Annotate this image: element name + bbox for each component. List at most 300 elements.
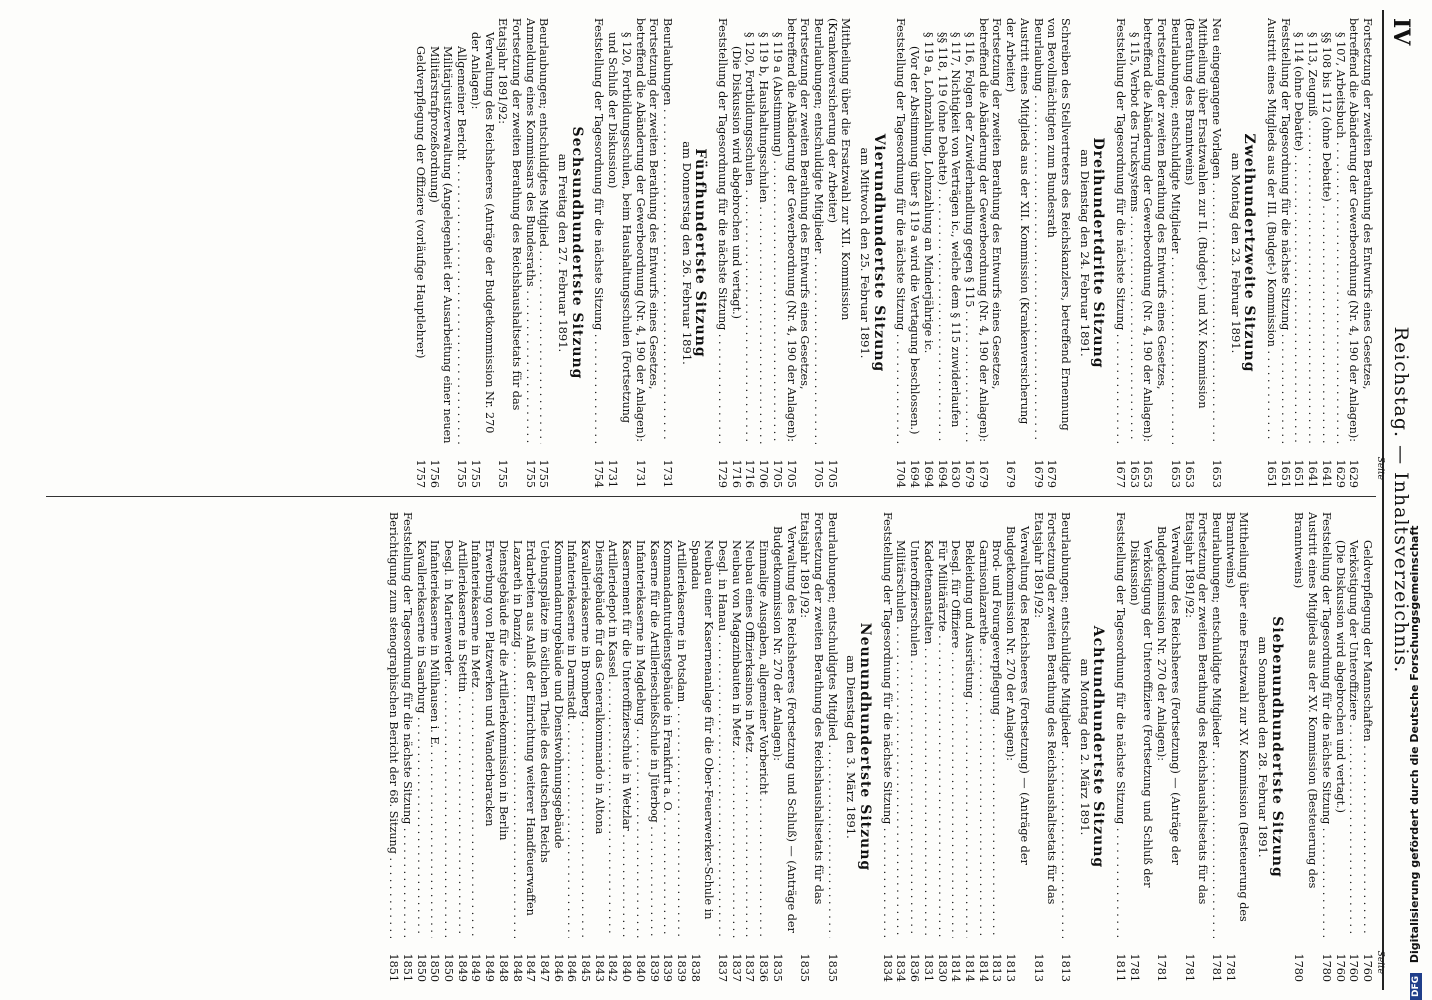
- session-date: am Sonnabend den 28. Februar 1891.: [1256, 636, 1271, 858]
- entry-page-number: 1780: [1319, 953, 1333, 982]
- entry-text: Kommandanturdienstgebäude in Frankfurt a. O. . . .: [661, 512, 675, 938]
- entry-page-number: 1651: [1265, 459, 1279, 488]
- entry-page-number: 1754: [592, 459, 606, 488]
- entry-page-number: 1755: [468, 459, 482, 488]
- toc-entry: [949, 512, 963, 982]
- entry-text: Erwerbung von Platzwerken und Wanderbaracken: [483, 540, 497, 827]
- entry-text: § 117, Nichtigkeit von Verträgen ic., welche dem § 115 zuwiderlaufen: [949, 32, 963, 428]
- toc-entry: [1347, 512, 1361, 982]
- entry-page-number: 1845: [579, 953, 593, 982]
- entry-page-number: 1716: [743, 459, 757, 488]
- entry-text: Kommandanturgebäude und Dienstwohnungsgebäude: [551, 540, 565, 849]
- toc-entry: [1333, 18, 1347, 488]
- entry-text: Feststellung der Tagesordnung für die nächste Sitzung . . .: [592, 18, 606, 444]
- toc-entry: [729, 18, 743, 488]
- entry-text: Für Militärärzte . . .: [935, 512, 949, 938]
- toc-entry: [537, 18, 551, 488]
- session-heading: Achtundhundertste Sitzung: [1090, 625, 1107, 869]
- entry-text: Lazareth in Danzig . . .: [510, 512, 524, 938]
- entry-page-number: 1813: [1031, 953, 1045, 982]
- entry-page-number: 1837: [729, 953, 743, 982]
- entry-page-number: 1838: [688, 953, 702, 982]
- toc-entry: [798, 512, 825, 982]
- toc-entry: [592, 512, 606, 982]
- entry-page-number: 1813: [990, 953, 1004, 982]
- page-number: IV: [1388, 18, 1414, 46]
- toc-entry: [1209, 18, 1223, 488]
- entry-page-number: 1760: [1361, 953, 1374, 982]
- toc-entry: [1168, 18, 1182, 488]
- entry-page-number: 1679: [963, 459, 977, 488]
- toc-entry: [606, 512, 620, 982]
- toc-entry: [1333, 512, 1347, 982]
- entry-page-number: 1679: [976, 459, 990, 488]
- toc-entry: [935, 512, 949, 982]
- toc-entry: [756, 512, 770, 982]
- entry-text: §§ 118, 119 (ohne Debatte) . . .: [935, 18, 949, 444]
- entry-text: Neubau eines Offizierkasinos in Metz . . .: [743, 512, 757, 938]
- entry-text: Beurlaubungen; entschuldigte Mitglieder . . .: [811, 18, 825, 444]
- toc-entry: [510, 512, 524, 982]
- entry-text: Austritt eines Mitglieds aus der XV. Kommission (Besteuerung des Branntweins): [1292, 512, 1320, 889]
- entry-page-number: 1781: [1223, 953, 1237, 982]
- toc-entry: [1113, 512, 1127, 982]
- entry-text: Feststellung der Tagesordnung für die nächste Sitzung . . .: [894, 18, 908, 444]
- entry-text: Beurlaubungen; entschuldigtes Mitglied . . .: [537, 18, 551, 444]
- entry-page-number: 1781: [1127, 953, 1141, 982]
- entry-page-number: 1756: [427, 459, 441, 488]
- entry-text: Fortsetzung der zweiten Berathung des Reichshaushaltsetats für das Etatsjahr 1891/92:: [1182, 512, 1210, 905]
- toc-entry: [661, 512, 675, 982]
- toc-entry: [1360, 512, 1374, 982]
- credit-text: Digitalisierung gefördert durch die Deutsche Forschungsgemeinschaft: [1408, 525, 1421, 964]
- entry-text: Uebungsplätze im östlichen Theile des deutschen Reichs: [537, 540, 551, 863]
- entry-page-number: 1755: [455, 459, 469, 488]
- toc-entry: [386, 512, 400, 982]
- entry-text: Anmeldung eines Kommissars des Bundesraths . . .: [523, 18, 537, 444]
- toc-entry: [1292, 18, 1306, 488]
- entry-text: Garnisonlazarethe . . .: [976, 512, 990, 938]
- entry-text: Militärjustizverwaltung (Angelegenheit der Ausarbeitung einer neuen Militärstrafprozeßordnung): [427, 46, 455, 444]
- entry-text: Kavalleriekaserne in Bromberg . . .: [578, 512, 592, 938]
- toc-entry: [1319, 512, 1333, 982]
- rotated-sheet: [32, 0, 1432, 1000]
- entry-text: Kaserne für die Artillerieschießschule in Jüterbog . . .: [647, 512, 661, 938]
- toc-entry: [1127, 512, 1154, 982]
- entry-text: Einmalige Ausgaben, allgemeiner Vorbericht . . .: [756, 512, 770, 938]
- entry-text: Beurlaubungen; entschuldigtes Mitglied . . .: [825, 512, 839, 938]
- toc-entry: [523, 18, 537, 488]
- toc-entry: [524, 512, 538, 982]
- toc-entry: [1127, 18, 1141, 488]
- entry-page-number: 1834: [880, 953, 894, 982]
- entry-page-number: 1716: [729, 459, 743, 488]
- toc-entry: [921, 512, 935, 982]
- entry-text: Militärschulen . . .: [894, 512, 908, 938]
- entry-text: (Vor der Abstimmung über § 119 a wird die Vertagung beschlossen.): [908, 46, 922, 435]
- entry-page-number: 1834: [894, 953, 908, 982]
- entry-page-number: 1694: [921, 459, 935, 488]
- toc-entry: [811, 18, 825, 488]
- entry-text: Feststellung der Tagesordnung für die nächste Sitzung . . .: [1278, 18, 1292, 444]
- entry-text: Verwaltung des Reichsheeres (Fortsetzung und Schluß) — (Anträge der Budgetkommission Nr. 270 der Anlagen):: [770, 526, 798, 933]
- entry-page-number: 1630: [949, 459, 963, 488]
- entry-text: Kadettenanstalten . . .: [921, 512, 935, 938]
- toc-entry: [441, 512, 455, 982]
- toc-entry: [743, 512, 757, 982]
- entry-text: (Die Diskussion wird abgebrochen und vertagt.): [729, 46, 743, 320]
- entry-text: Berichtigung zum stenographischen Bericht der 68. Sitzung . . .: [386, 512, 400, 938]
- entry-page-number: 1830: [935, 953, 949, 982]
- entry-page-number: 1813: [1004, 953, 1018, 982]
- toc-entry: [825, 512, 839, 982]
- entry-text: Desgl. in Marienwerder . . .: [441, 512, 455, 938]
- toc-entry: [784, 18, 811, 488]
- entry-page-number: 1835: [798, 953, 812, 982]
- session-heading: Sechsundhundertste Sitzung: [568, 126, 585, 380]
- toc-entry: [1003, 512, 1030, 982]
- entry-text: § 119 b, Haushaltungsschulen . . .: [756, 18, 770, 444]
- entry-text: § 119 a, Lohnzahlung, Lohnzahlung an Minderjährige ic.: [921, 32, 935, 354]
- entry-text: § 115, Verbot des Trucksystems . . .: [1127, 18, 1141, 444]
- toc-entry: [976, 18, 1003, 488]
- entry-page-number: 1846: [565, 953, 579, 982]
- entry-page-number: 1850: [442, 953, 455, 982]
- entry-text: Fortsetzung der zweiten Berathung des Entwurfs eines Gesetzes, betreffend die Abänderung der Gewerbeordnung (Nr. 4, 190 der Anlagen):: [633, 18, 661, 443]
- entry-text: Unteroffizierschulen . . .: [908, 512, 922, 938]
- toc-entry: [1031, 18, 1045, 488]
- session-date: am Freitag den 27. Februar 1891.: [556, 153, 571, 353]
- entry-page-number: 1837: [743, 953, 757, 982]
- toc-entry: [1113, 18, 1127, 488]
- entry-page-number: 1835: [825, 953, 839, 982]
- column-divider: [46, 496, 1376, 497]
- toc-entry: [1264, 18, 1278, 488]
- toc-entry: [990, 512, 1004, 982]
- session-date: am Dienstag den 3. März 1891.: [844, 655, 859, 839]
- entry-text: Verköstigung der Unteroffiziere . . .: [1347, 512, 1361, 938]
- entry-text: Neubau von Magazinbauten in Metz . . .: [729, 512, 743, 938]
- toc-entry: [496, 512, 510, 982]
- entry-page-number: 1653: [1141, 459, 1155, 488]
- entry-text: Dienstgebäude für die Artilleriekommission in Berlin: [496, 540, 510, 841]
- toc-entry: [578, 512, 592, 982]
- toc-entry: [825, 18, 852, 488]
- entry-text: Fortsetzung der zweiten Berathung des Reichshaushaltsetats für das Etatsjahr 1891/92:: [1031, 512, 1059, 905]
- entry-page-number: 1731: [606, 459, 620, 488]
- toc-entry: [469, 512, 483, 982]
- entry-text: Brod- und Fourageverpflegung . . .: [990, 512, 1004, 938]
- entry-page-number: 1831: [921, 953, 935, 982]
- entry-page-number: 1679: [1031, 459, 1045, 488]
- toc-entry: [908, 18, 922, 488]
- digitization-credit: [1408, 10, 1426, 1000]
- entry-page-number: 1781: [1155, 953, 1169, 982]
- toc-entry: [1031, 512, 1058, 982]
- entry-text: Fortsetzung der zweiten Berathung des Entwurfs eines Gesetzes, betreffend die Abänderung der Gewerbeordnung (Nr. 4, 190 der Anlagen):: [976, 18, 1004, 443]
- toc-entry: [962, 512, 976, 982]
- toc-entry: [1154, 512, 1181, 982]
- entry-page-number: 1780: [1292, 953, 1306, 982]
- entry-page-number: 1629: [1347, 459, 1361, 488]
- entry-text: Mittheilung über Ersatzwahlen zur II. (Budget-) und XV. Kommission (Berathung des Branntweins): [1182, 18, 1210, 409]
- toc-entry: [743, 18, 757, 488]
- entry-page-number: 1653: [1209, 459, 1223, 488]
- toc-entry: [1209, 512, 1223, 982]
- entry-text: Infanteriekaserne in Metz . . .: [469, 512, 483, 938]
- entry-text: Desgl. für Offiziere . . .: [949, 512, 963, 938]
- toc-entry: [427, 18, 454, 488]
- session-date: am Montag den 23. Februar 1891.: [1228, 152, 1243, 354]
- entry-text: Verköstigung der Unteroffiziere (Fortsetzung und Schluß der Diskussion): [1127, 540, 1155, 888]
- toc-entry: [1347, 18, 1374, 488]
- entry-text: § 107, Arbeitsbuch . . .: [1333, 18, 1347, 444]
- entry-page-number: 1679: [1045, 459, 1059, 488]
- running-title: Reichstag. — Inhaltsverzeichnis.: [1390, 326, 1412, 674]
- entry-text: Feststellung der Tagesordnung für die nächste Sitzung . . .: [400, 512, 414, 938]
- entry-text: Mittheilung über die Ersatzwahl zur XII. Kommission (Krankenversicherung der Arbeiter): [825, 18, 853, 321]
- entry-text: Schreiben des Stellvertreters des Reichskanzlers, betreffend Ernennung von Bevollmächtigten zum Bundesrath: [1045, 18, 1072, 431]
- entry-text: Fortsetzung der zweiten Berathung des Entwurfs eines Gesetzes, betreffend die Abänderung der Gewerbeordnung (Nr. 4, 190 der Anlagen):: [1141, 18, 1169, 443]
- seite-label-left: Seite: [1375, 456, 1385, 480]
- session-date: am Mittwoch den 25. Februar 1891.: [858, 147, 873, 359]
- entry-text: Kasernement für die Unteroffizierschule in Wetzlar . . .: [619, 512, 633, 938]
- entry-text: Mittheilung über eine Ersatzwahl zur XV. Kommission (Besteuerung des Branntweins): [1223, 512, 1251, 922]
- entry-text: Artilleriekaserne in Stettin . . .: [455, 512, 469, 938]
- entry-text: Dienstgebäude für das Generalkommando in Altona: [592, 540, 606, 835]
- toc-entry: [935, 18, 949, 488]
- toc-entry: [1223, 512, 1250, 982]
- entry-page-number: 1694: [908, 459, 922, 488]
- session-heading: Dreihundertdritte Sitzung: [1090, 137, 1107, 369]
- entry-page-number: 1843: [592, 953, 606, 982]
- toc-entry: [976, 512, 990, 982]
- entry-page-number: 1848: [496, 953, 510, 982]
- entry-text: Austritt eines Mitglieds aus der III. (Budget-) Kommission . . .: [1264, 18, 1278, 444]
- entry-text: Beurlaubung . . .: [1031, 18, 1045, 444]
- entry-text: Fortsetzung der zweiten Berathung des Reichshaushaltsetats für das Etatsjahr 1891/92:: [496, 18, 523, 411]
- entry-page-number: 1848: [510, 953, 524, 982]
- toc-entry: [400, 512, 414, 982]
- toc-entry: [1182, 18, 1209, 488]
- entry-page-number: 1755: [537, 459, 551, 488]
- toc-entry: [413, 18, 427, 488]
- entry-page-number: 1851: [400, 953, 414, 982]
- toc-entry: [756, 18, 770, 488]
- entry-text: Verwaltung des Reichsheeres (Fortsetzung) — (Anträge der Budgetkommission Nr. 270 der Anlagen):: [1004, 526, 1031, 865]
- entry-text: Beurlaubungen . . .: [660, 18, 674, 444]
- entry-page-number: 1814: [976, 953, 990, 982]
- entry-text: Neubau einer Kasernenanlage für die Ober-Feuerwerker-Schule in Spandau: [688, 540, 716, 920]
- entry-text: § 120, Fortbildungsschulen, beim Haushaltungsschulen (Fortsetzung und Schluß der Diskussion): [606, 32, 633, 424]
- toc-entry: [605, 18, 632, 488]
- toc-entry: [660, 18, 674, 488]
- toc-entry: [454, 18, 468, 488]
- session-heading: Vierundhundertste Sitzung: [870, 133, 887, 373]
- entry-page-number: 1811: [1114, 953, 1128, 982]
- entry-page-number: 1757: [414, 459, 427, 488]
- toc-entry: [482, 512, 496, 982]
- session-heading: Zweihundertzweite Sitzung: [1241, 133, 1258, 373]
- toc-entry: [1058, 512, 1072, 982]
- entry-text: Beurlaubungen; entschuldigte Mitglieder . . .: [1058, 512, 1072, 938]
- left-column: [413, 18, 1385, 488]
- entry-page-number: 1641: [1319, 459, 1333, 488]
- entry-text: § 116, Folgen der Zuwiderhandlung gegen § 115 . . .: [962, 18, 976, 444]
- toc-entry: [1045, 18, 1072, 488]
- entry-page-number: 1837: [716, 953, 730, 982]
- seite-label-right: Seite: [1375, 950, 1385, 974]
- session-heading: Siebenundhundertste Sitzung: [1268, 616, 1285, 878]
- entry-page-number: 1850: [428, 953, 442, 982]
- toc-entry: [592, 18, 606, 488]
- entry-text: § 119 a (Abstimmung) . . .: [770, 18, 784, 444]
- toc-entry: [674, 512, 688, 982]
- entry-page-number: 1677: [1114, 459, 1128, 488]
- entry-page-number: 1842: [606, 953, 620, 982]
- toc-entry: [880, 512, 894, 982]
- toc-entry: [688, 512, 715, 982]
- entry-text: Desgl. in Hanau . . .: [715, 512, 729, 938]
- toc-entry: [496, 18, 523, 488]
- entry-text: § 114 (ohne Debatte) . . .: [1292, 18, 1306, 444]
- entry-page-number: 1704: [894, 459, 908, 488]
- entry-page-number: 1679: [1004, 459, 1018, 488]
- toc-entry: [715, 512, 729, 982]
- toc-entry: [921, 18, 935, 488]
- toc-entry: [1141, 18, 1168, 488]
- entry-text: Feststellung der Tagesordnung für die nächste Sitzung . . .: [1319, 512, 1333, 938]
- entry-page-number: 1813: [1058, 953, 1072, 982]
- entry-page-number: 1653: [1127, 459, 1141, 488]
- entry-page-number: 1849: [469, 953, 483, 982]
- entry-page-number: 1731: [633, 459, 647, 488]
- session-heading: Neunundhundertste Sitzung: [857, 622, 874, 872]
- header-rule: [1382, 10, 1384, 990]
- entry-page-number: 1694: [935, 459, 949, 488]
- entry-page-number: 1729: [716, 459, 730, 488]
- entry-text: Allgemeiner Bericht . . .: [454, 18, 468, 444]
- entry-text: Artilleriekaserne in Potsdam . . .: [674, 512, 688, 938]
- toc-entry: [1292, 512, 1319, 982]
- entry-text: Fortsetzung der zweiten Berathung des Reichshaushaltsetats für das Etatsjahr 1891/92:: [798, 512, 825, 905]
- toc-entry: [565, 512, 579, 982]
- entry-text: § 120, Fortbildungsschulen . . .: [743, 18, 757, 444]
- toc-entry: [633, 18, 660, 488]
- toc-entry: [455, 512, 469, 982]
- entry-page-number: 1731: [660, 459, 674, 488]
- dfg-logo: DFG: [1410, 973, 1422, 1000]
- session-date: am Donnerstag den 26. Februar 1891.: [679, 141, 694, 365]
- entry-page-number: 1840: [620, 953, 634, 982]
- entry-page-number: 1705: [784, 459, 798, 488]
- entry-text: Bekleidung und Ausrüstung . . .: [962, 512, 976, 938]
- toc-entry: [1305, 18, 1319, 488]
- entry-text: Feststellung der Tagesordnung für die nächste Sitzung . . .: [1113, 512, 1127, 938]
- entry-page-number: 1705: [770, 459, 784, 488]
- entry-page-number: 1641: [1306, 459, 1320, 488]
- entry-page-number: 1839: [674, 953, 688, 982]
- entry-text: Verwaltung des Reichsheeres (Anträge der Budgetkommission Nr. 270 der Anlagen):: [468, 32, 496, 434]
- entry-page-number: 1846: [551, 953, 565, 982]
- entry-page-number: 1840: [633, 953, 647, 982]
- entry-text: Infanteriekaserne in Magdeburg . . .: [633, 512, 647, 938]
- session-date: am Montag den 2. März 1891.: [1077, 658, 1092, 836]
- toc-entry: [647, 512, 661, 982]
- entry-page-number: 1814: [963, 953, 977, 982]
- entry-page-number: 1814: [949, 953, 963, 982]
- entry-page-number: 1849: [455, 953, 469, 982]
- toc-entry: [1278, 18, 1292, 488]
- toc-entry: [551, 512, 565, 982]
- right-column: [386, 512, 1385, 982]
- entry-page-number: 1781: [1209, 953, 1223, 982]
- entry-text: §§ 108 bis 112 (ohne Debatte) . . .: [1319, 18, 1333, 444]
- toc-entry: [633, 512, 647, 982]
- entry-page-number: 1851: [387, 953, 401, 982]
- toc-entry: [428, 512, 442, 982]
- entry-page-number: 1849: [483, 953, 497, 982]
- entry-page-number: 1651: [1292, 459, 1306, 488]
- entry-page-number: 1836: [757, 953, 771, 982]
- entry-text: Feststellung der Tagesordnung für die nächste Sitzung . . .: [880, 512, 894, 938]
- entry-page-number: 1835: [770, 953, 784, 982]
- toc-entry: [962, 18, 976, 488]
- entry-text: Beurlaubungen; entschuldigte Mitglieder . . .: [1209, 512, 1223, 938]
- entry-text: Fortsetzung der zweiten Berathung des Entwurfs eines Gesetzes, betreffend die Abänderung der Gewerbeordnung (Nr. 4, 190 der Anlagen):: [784, 18, 812, 443]
- entry-text: Beurlaubungen; entschuldigte Mitglieder . . .: [1168, 18, 1182, 444]
- entry-page-number: 1629: [1333, 459, 1347, 488]
- entry-page-number: 1781: [1182, 953, 1196, 982]
- toc-entry: [1319, 18, 1333, 488]
- entry-page-number: 1760: [1347, 953, 1361, 982]
- toc-entry: [468, 18, 495, 488]
- entry-text: Artilleriedepot in Kassel . . .: [606, 512, 620, 938]
- entry-page-number: 1847: [537, 953, 551, 982]
- entry-text: Infanteriekaserne in Darmstadt . . .: [565, 512, 579, 938]
- toc-entry: [729, 512, 743, 982]
- toc-entry: [1003, 18, 1030, 488]
- entry-text: Austritt eines Mitglieds aus der XII. Kommission (Krankenversicherung der Arbeiter): [1004, 18, 1031, 425]
- toc-entry: [619, 512, 633, 982]
- entry-page-number: 1839: [661, 953, 675, 982]
- entry-page-number: 1705: [825, 459, 839, 488]
- entry-page-number: 1839: [647, 953, 661, 982]
- entry-page-number: 1850: [414, 953, 428, 982]
- entry-text: Feststellung der Tagesordnung für die nächste Sitzung . . .: [1113, 18, 1127, 444]
- entry-text: (Die Diskussion wird abgebrochen und vertagt.): [1333, 540, 1347, 814]
- entry-text: Geldverpflegung der Offiziere (vorläufige Hauptlehrer): [414, 46, 427, 359]
- entry-page-number: 1651: [1278, 459, 1292, 488]
- entry-page-number: 1755: [496, 459, 510, 488]
- toc-entry: [770, 18, 784, 488]
- entry-page-number: 1653: [1182, 459, 1196, 488]
- entry-text: Neu eingegangene Vorlagen . . .: [1209, 18, 1223, 444]
- entry-text: Fortsetzung der zweiten Berathung des Entwurfs eines Gesetzes, betreffend die Abänderung der Gewerbeordnung (Nr. 4, 190 der Anlagen):: [1347, 18, 1374, 443]
- toc-entry: [1182, 512, 1209, 982]
- entry-page-number: 1760: [1333, 953, 1347, 982]
- toc-entry: [908, 512, 922, 982]
- entry-page-number: 1847: [524, 953, 538, 982]
- entry-page-number: 1653: [1168, 459, 1182, 488]
- toc-entry: [537, 512, 551, 982]
- entry-text: Infanteriekaserne in Mülhausen i. E. . . .: [428, 512, 442, 938]
- entry-page-number: 1705: [811, 459, 825, 488]
- entry-text: Kavalleriekaserne in Saarburg . . .: [414, 512, 428, 938]
- toc-entry: [770, 512, 797, 982]
- toc-entry: [715, 18, 729, 488]
- session-heading: Fünfhundertste Sitzung: [692, 148, 709, 358]
